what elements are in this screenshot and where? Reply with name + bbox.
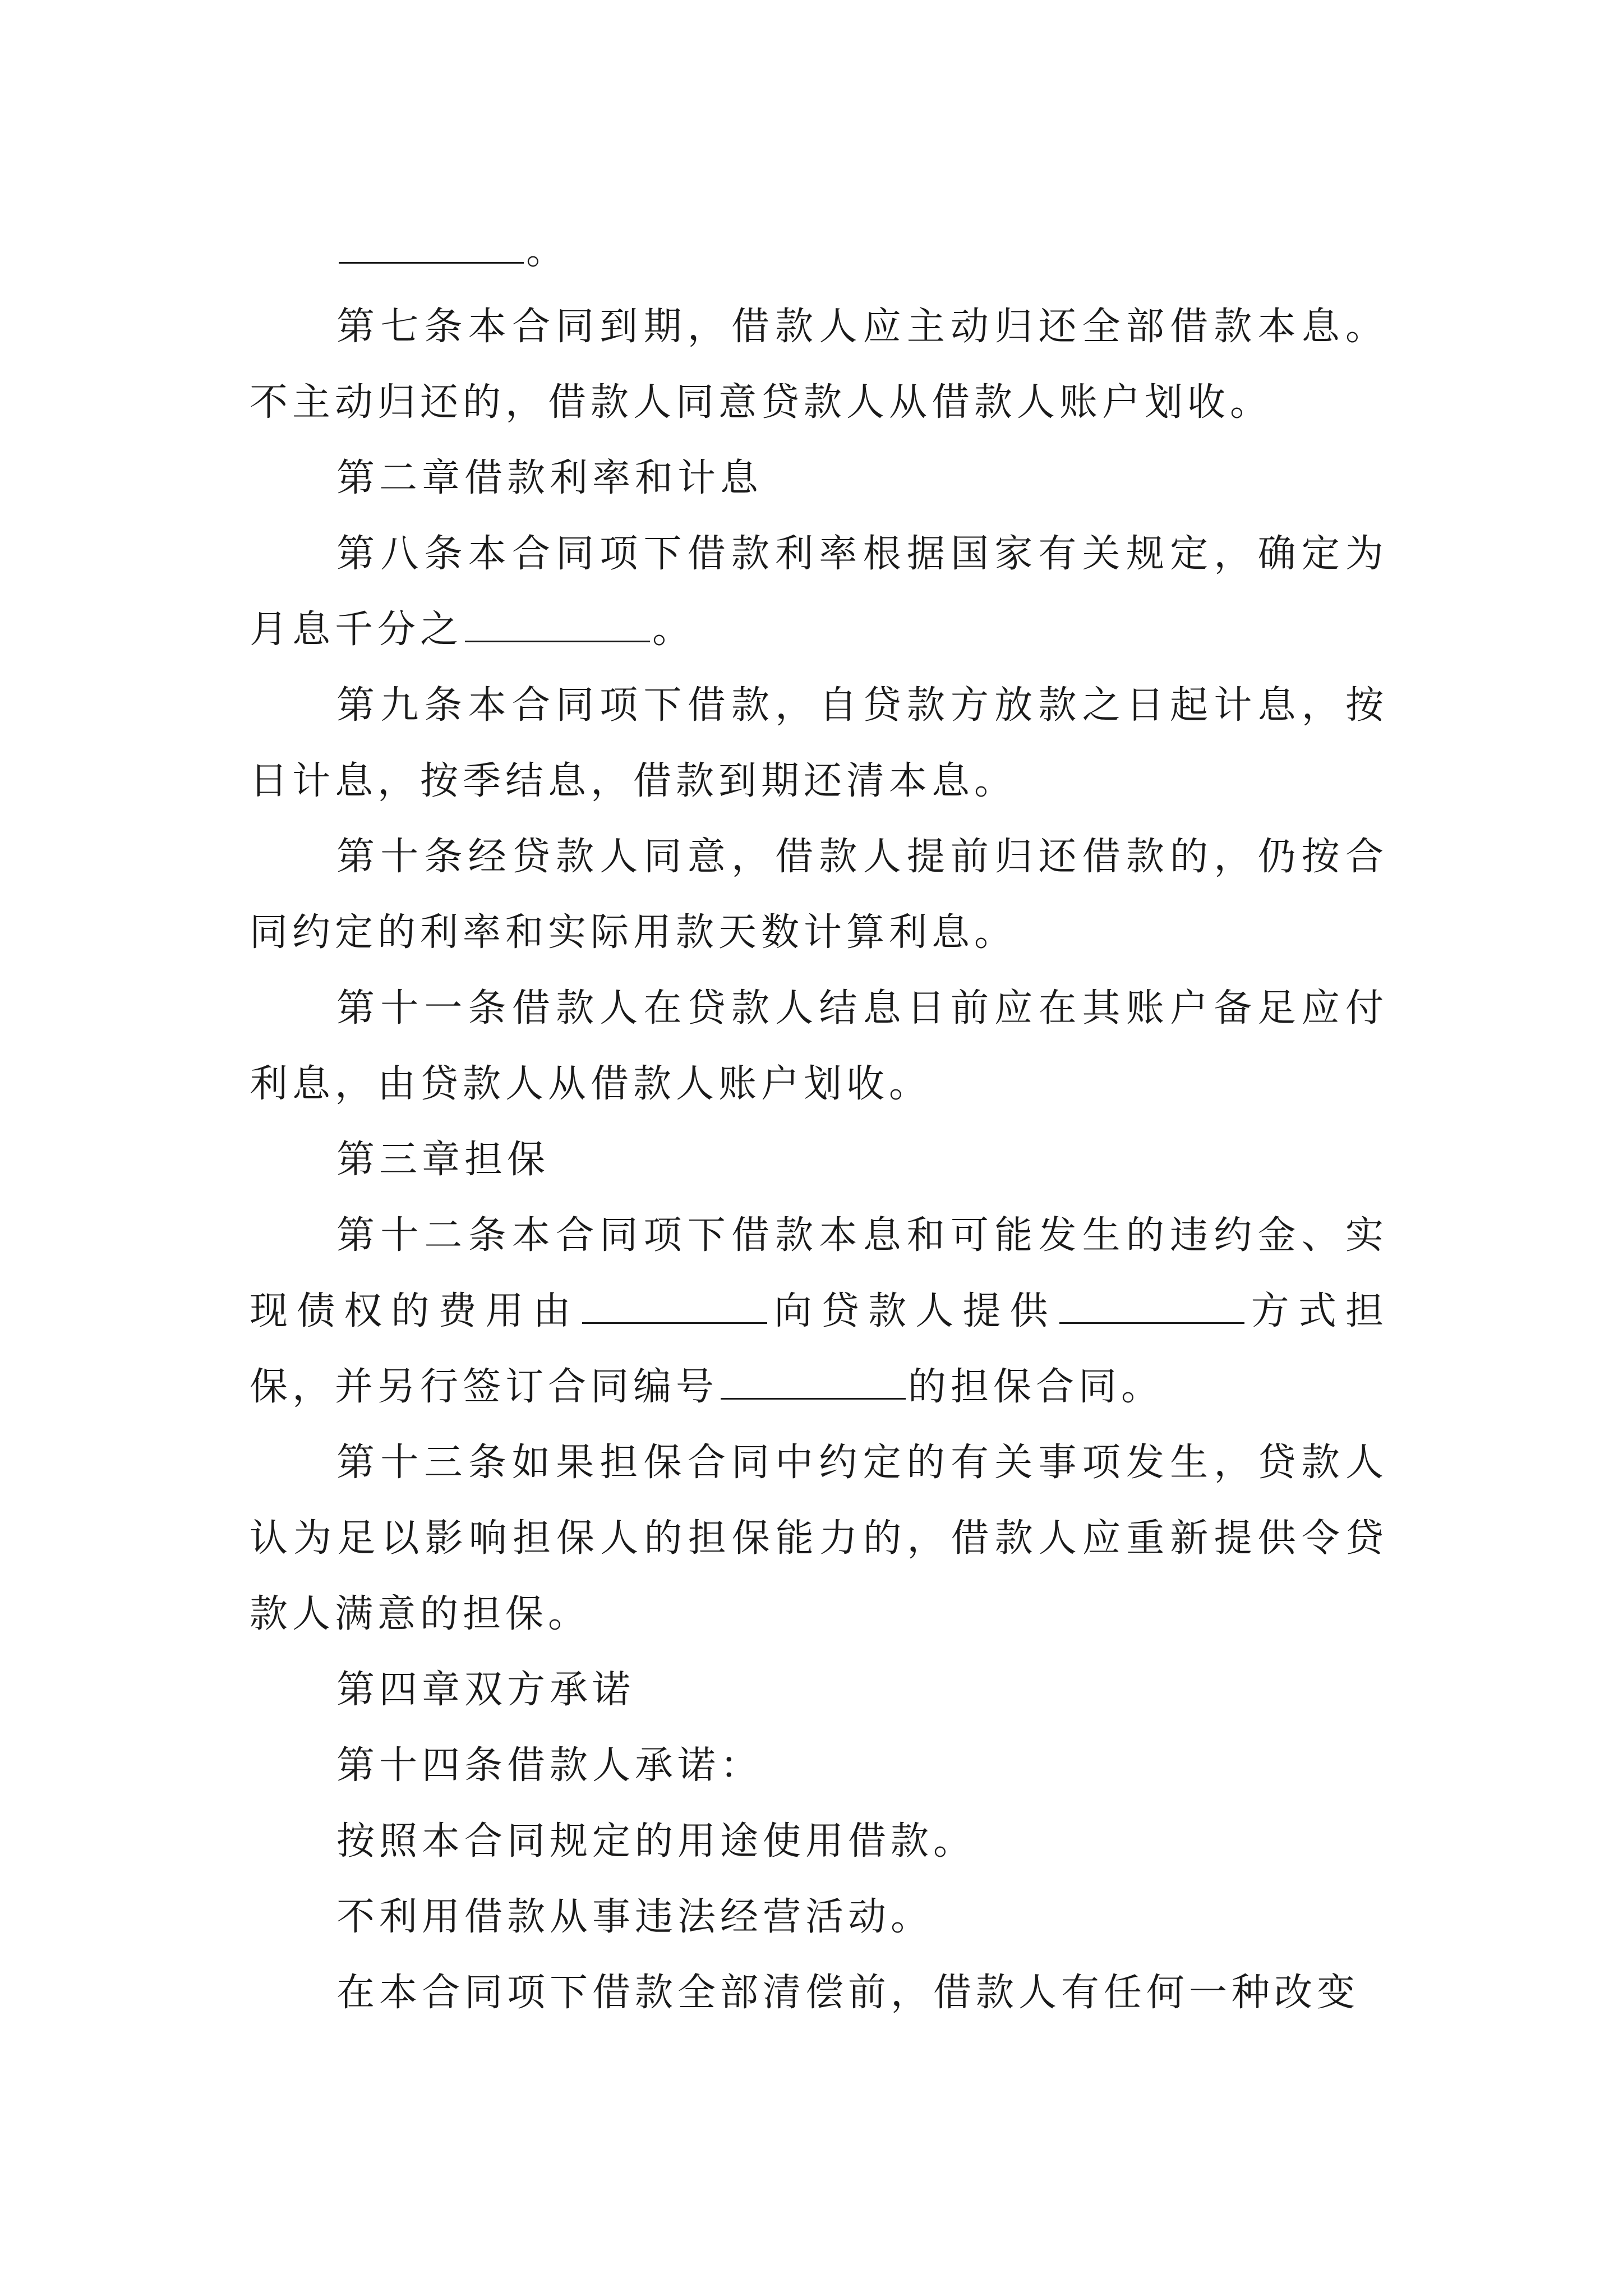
chapter-2-heading: 第二章借款利率和计息 (336, 456, 763, 500)
article-10: 第十条经贷款人同意，借款人提前归还借款的，仍按合同约定的利率和实际用款天数计算利息。 (250, 835, 1388, 955)
article-7: 第七条本合同到期，借款人应主动归还全部借款本息。不主动归还的，借款人同意贷款人从借款人账户划收。 (250, 305, 1388, 425)
chapter-4-heading: 第四章双方承诺 (336, 1668, 635, 1712)
article-8: 第八条本合同项下借款利率根据国家有关规定，确定为月息千分之 。 (250, 532, 1388, 652)
fill-in-blank (582, 1287, 767, 1324)
fill-in-blank (465, 606, 650, 642)
paragraph-continuation: 。 (250, 213, 1388, 289)
fill-in-blank (721, 1363, 906, 1400)
document-body (250, 213, 1388, 2031)
chapter-3-heading: 第三章担保 (336, 1138, 550, 1182)
article-12: 第十二条本合同项下借款本息和可能发生的违约金、实现债权的费用由 向贷款人提供 方式担保，并另行签订合同编号 的担保合同。 (250, 1213, 1388, 1409)
article-13: 第十三条如果担保合同中约定的有关事项发生，贷款人认为足以影响担保人的担保能力的，借款人应重新提供令贷款人满意的担保。 (250, 1441, 1388, 1636)
article-11: 第十一条借款人在贷款人结息日前应在其账户备足应付利息，由贷款人从借款人账户划收。 (250, 986, 1388, 1106)
commitment-item-1: 按照本合同规定的用途使用借款。 (336, 1819, 976, 1864)
fill-in-blank (1059, 1287, 1244, 1324)
commitment-item-2: 不利用借款从事违法经营活动。 (336, 1895, 934, 1939)
article-9: 第九条本合同项下借款，自贷款方放款之日起计息，按日计息，按季结息，借款到期还清本息。 (250, 683, 1388, 803)
fill-in-blank (339, 227, 524, 264)
article-14: 第十四条借款人承诺： (336, 1743, 763, 1788)
commitment-item-3: 在本合同项下借款全部清偿前，借款人有任何一种改变 (336, 1971, 1360, 2015)
